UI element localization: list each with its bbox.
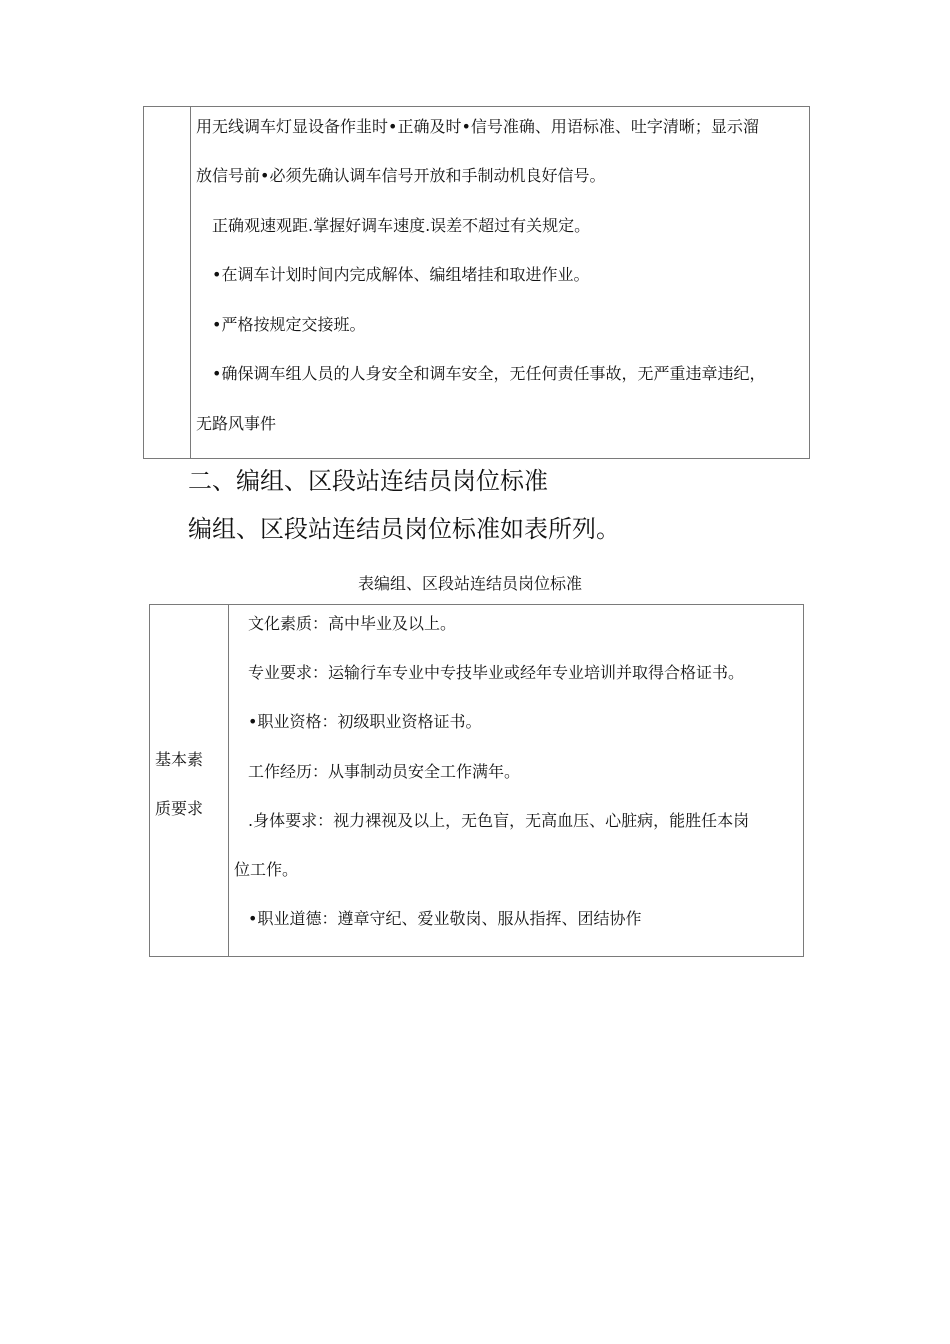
label-line-1: 基本素 <box>155 750 204 769</box>
intro-text: 编组、区段站连结员岗位标准如表所列。 <box>188 515 620 543</box>
duty-line-6: •确保调车组人员的人身安全和调车安全，无任何责任事故，无严重违章违纪， <box>212 364 766 383</box>
section-heading: 二、编组、区段站连结员岗位标准 <box>188 467 548 495</box>
requirements-label-cell <box>150 605 229 956</box>
duty-line-4: •在调车计划时间内完成解体、编组堵挂和取进作业。 <box>212 265 590 284</box>
duty-line-3: 正确观速观距.掌握好调车速度.误差不超过有关规定。 <box>212 216 591 235</box>
duties-table-continuation <box>143 106 810 459</box>
requirement-line-2: 专业要求：运输行车专业中专技毕业或经年专业培训并取得合格证书。 <box>248 663 745 682</box>
requirement-line-4: 工作经历：从事制动员安全工作满年。 <box>248 762 521 781</box>
requirements-table <box>149 604 804 957</box>
requirement-line-1: 文化素质：高中毕业及以上。 <box>248 614 457 633</box>
duty-line-7: 无路风事件 <box>196 414 277 433</box>
table-caption: 表编组、区段站连结员岗位标准 <box>358 574 583 593</box>
requirement-line-5: .身体要求：视力裸视及以上，无色盲，无高血压、心脏病，能胜任本岗 <box>248 811 750 830</box>
requirement-line-6: 位工作。 <box>234 860 299 879</box>
duties-table-label-cell <box>144 107 191 458</box>
label-line-2: 质要求 <box>155 799 204 818</box>
requirement-line-3: •职业资格：初级职业资格证书。 <box>248 712 482 731</box>
requirement-line-7: •职业道德：遵章守纪、爱业敬岗、服从指挥、团结协作 <box>248 909 642 928</box>
duty-line-1: 用无线调车灯显设备作韭时•正确及时•信号准确、用语标准、吐字清晰；显示溜 <box>196 117 759 136</box>
duty-line-5: •严格按规定交接班。 <box>212 315 366 334</box>
duty-line-2: 放信号前•必须先确认调车信号开放和手制动机良好信号。 <box>196 166 606 185</box>
